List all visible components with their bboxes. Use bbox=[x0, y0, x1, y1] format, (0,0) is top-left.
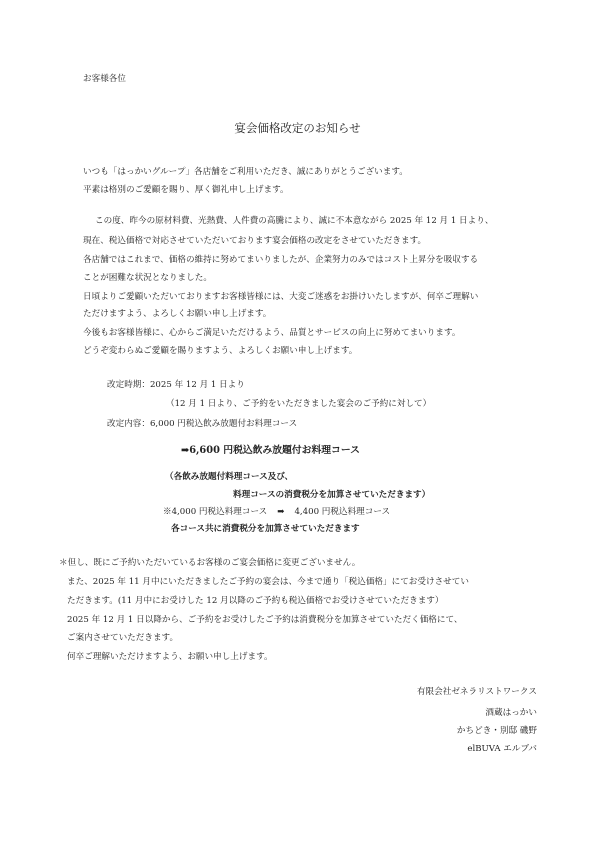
body-line: 現在、税込価格で対応させていただいております宴会価格の改定をさせていただきます。 bbox=[83, 236, 427, 246]
revision-date: 改定時期：2025 年 12 月 1 日より bbox=[107, 380, 245, 390]
tax-note: 各コース共に消費税分を加算させていただきます bbox=[171, 524, 360, 534]
body-line: どうぞ変わらぬご愛顧を賜りますよう、よろしくお願い申し上げます。 bbox=[83, 346, 358, 356]
right-arrow-icon: ➡ bbox=[277, 507, 285, 517]
new-course-price: ➡6,600 円税込飲み放題付お料理コース bbox=[181, 445, 360, 456]
tax-example bbox=[163, 508, 390, 517]
note-line: 何卒ご理解いただけますよう、お願い申し上げます。 bbox=[67, 652, 273, 662]
note-line: また、2025 年 11 月中にいただきましたご予約の宴会は、今まで通り「税込価格」にてお受けさせてい bbox=[67, 577, 469, 587]
signature-company: 有限会社ゼネラリストワークス bbox=[416, 687, 537, 697]
body-line: 各店舗ではこれまで、価格の維持に努めてまいりましたが、企業努力のみではコスト上昇分を吸収する bbox=[83, 255, 479, 265]
tax-note: 料理コースの消費税分を加算させていただきます） bbox=[233, 490, 431, 500]
tax-example-before: ※4,000 円税込料理コース bbox=[163, 507, 268, 517]
body-line: ことが困難な状況となりました。 bbox=[83, 273, 212, 283]
signature-store: elBUVA エルブバ bbox=[467, 744, 537, 754]
note-line: 2025 年 12 月 1 日以降から、ご予約をお受けしたご予約は消費税分を加算させていただく価格にて、 bbox=[67, 615, 463, 625]
addressee: お客様各位 bbox=[83, 74, 126, 84]
tax-note: （各飲み放題付料理コース及び、 bbox=[165, 472, 294, 482]
revision-date-note: （12 月 1 日より、ご予約をいただきました宴会のご予約に対して） bbox=[166, 399, 432, 409]
note-line: ただきます。(11 月中にお受けした 12 月以降のご予約も税込価格でお受けさせていただきます） bbox=[67, 596, 444, 606]
body-line: ただけますよう、よろしくお願い申し上げます。 bbox=[83, 309, 272, 319]
tax-example-after: 4,400 円税込料理コース bbox=[294, 507, 391, 517]
body-line: この度、昨今の原材料費、光熱費、人件費の高騰により、誠に不本意ながら 2025 年 12 月 1 日より、 bbox=[95, 216, 494, 226]
greeting-line: 平素は格別のご愛顧を賜り、厚く御礼申し上げます。 bbox=[83, 185, 289, 195]
body-line: 日頃よりご愛顧いただいておりますお客様皆様には、大変ご迷惑をお掛けいたしますが、何卒ご理解い bbox=[83, 292, 479, 302]
signature-store: かちどき・別邸 磯野 bbox=[456, 726, 537, 736]
page-title: 宴会価格改定のお知らせ bbox=[234, 121, 361, 135]
greeting-line: いつも「はっかいグループ」各店舗をご利用いただき、誠にありがとうございます。 bbox=[83, 167, 408, 177]
note-line: ご案内させていただきます。 bbox=[67, 633, 179, 643]
signature-store: 酒蔵はっかい bbox=[485, 708, 537, 718]
note-line: ＊但し、既にご予約いただいているお客様のご宴会価格に変更ございません。 bbox=[59, 558, 361, 568]
revision-content: 改定内容：6,000 円税込飲み放題付お料理コース bbox=[107, 419, 298, 429]
body-line: 今後もお客様皆様に、心からご満足いただけるよう、品質とサービスの向上に努めてまいります。 bbox=[83, 328, 461, 338]
